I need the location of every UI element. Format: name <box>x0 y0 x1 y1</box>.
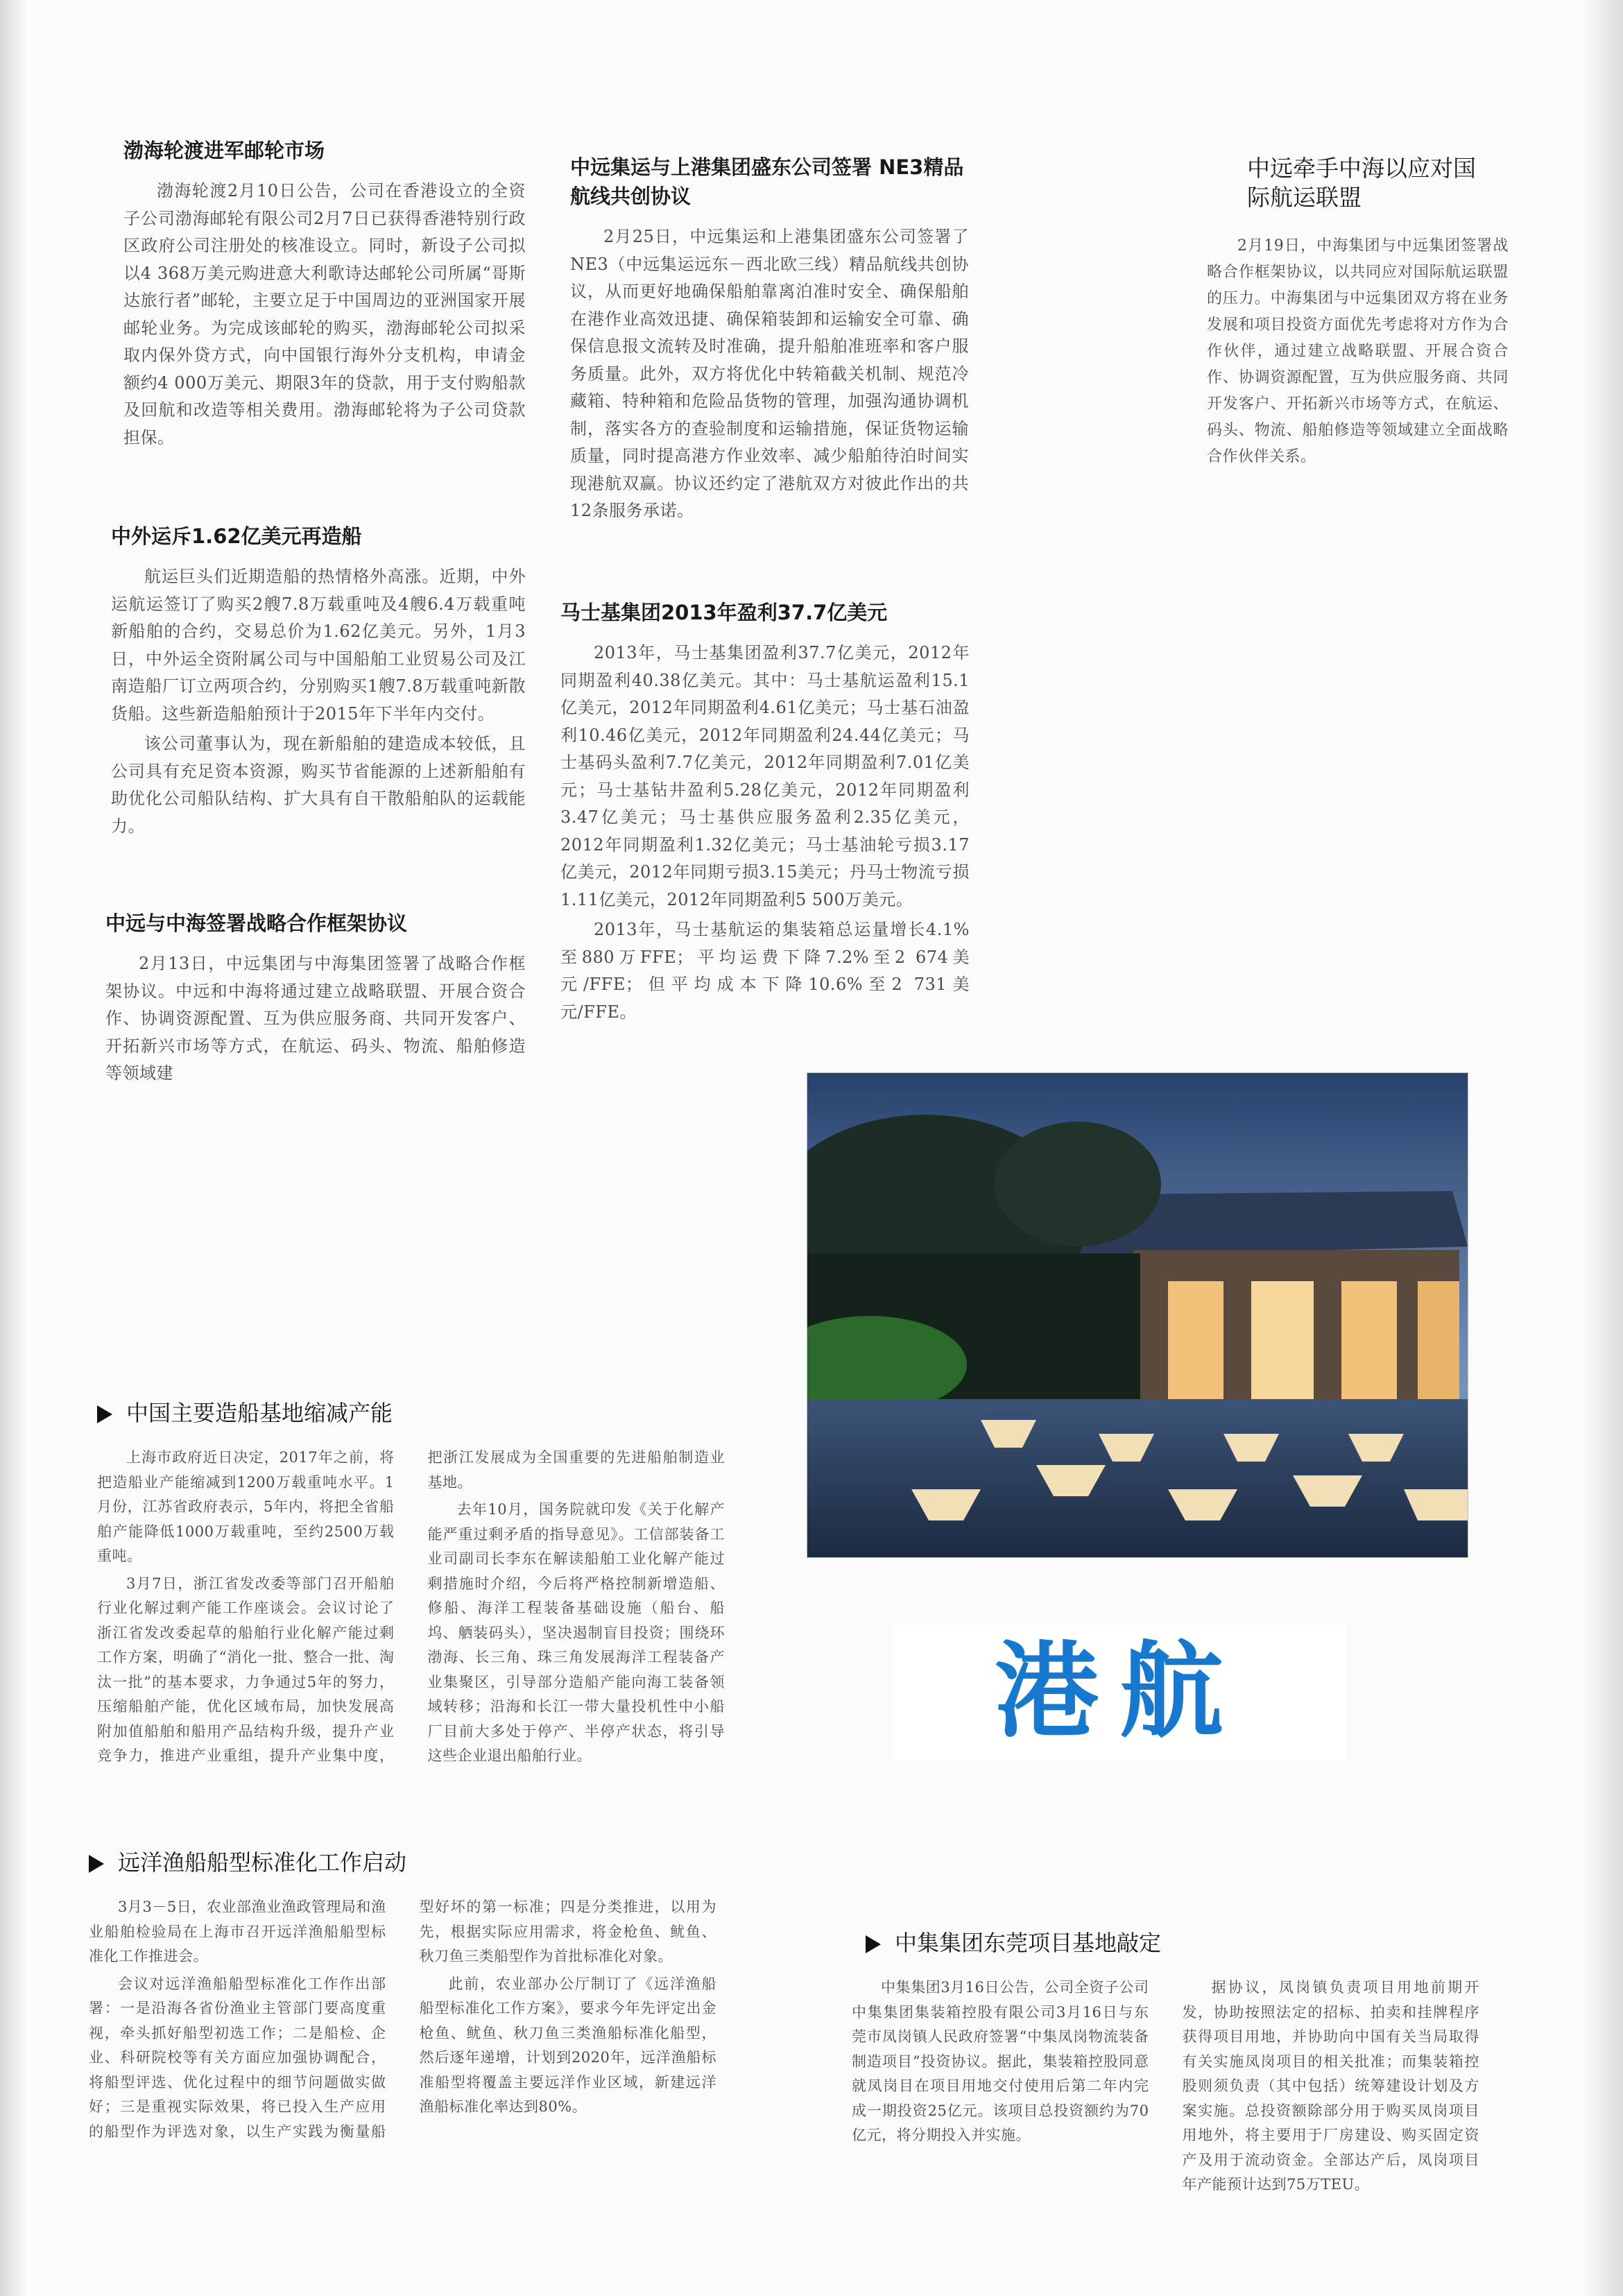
article-paragraph: 去年10月，国务院就印发《关于化解产能严重过剩矛盾的指导意见》。工信部装备工业司副司长李东在解读船舶工业化解产能过剩措施时介绍，今后将严格控制新增造船、修船、海洋工程装备基础设施（船台、船坞、舾装码头），坚决遏制盲目投资；围绕环渤海、长三角、珠三角发展海洋工程装备产业集聚区，引导部分造船产能向海工装备领域转移；沿海和长江一带大量投机性中小船厂目前大多处于停产、半停产状态，将引导这些企业退出船舶行业。 <box>427 1501 725 1764</box>
triangle-bullet-icon <box>866 1935 881 1953</box>
article-paragraph: 2月25日，中远集运和上港集团盛东公司签署了NE3（中远集运远东－西北欧三线）精品航线共创协议，从而更好地确保船舶靠离泊准时安全、确保船舶在港作业高效迅捷、确保箱装卸和运输安全可靠、确保信息报文流转及时准确，提升船舶准班率和客户服务质量。此外，双方将优化中转箱截关机制、规范冷藏箱、特种箱和危险品货物的管理，加强沟通协调机制，落实各方的查验制度和运输措施，保证货物运输质量，同时提高港方作业效率、减少船舶待泊时间实现港航双赢。协议还约定了港航双方对彼此作出的共12条服务承诺。 <box>570 227 969 520</box>
article-paragraph: 该公司董事认为，现在新船舶的建造成本较低，且公司具有充足资本资源，购买节省能源的上述新船舶有助优化公司船队结构、扩大具有自干散船舶队的运载能力。 <box>111 734 526 836</box>
resort-photo-illustration <box>807 1073 1468 1557</box>
article-title: 远洋渔船船型标准化工作启动 <box>118 1849 407 1876</box>
article-cosco-csg <box>105 909 526 1088</box>
article-paragraph: 2月13日，中远集团与中海集团签署了战略合作框架协议。中远和中海将通过建立战略联盟、开展合资合作、协调资源配置、互为供应服务商、共同开发客户、开拓新兴市场等方式，在航运、码头、物流、船舶修造等领域建 <box>105 954 526 1083</box>
article-paragraph: 3月7日，浙江省发改委等部门召开船舶行业化解过剩产能工作座谈会。会议讨论了浙江省发改委起草的船舶行业化解产能过剩工作方案，明确了“消化一批、整合一批、淘汰一批”的基本要求，力争通过5年的努力，压缩船舶产能，优化区域布局，加快发展高附加值船舶和船用产品结构升级，提升产业竞争力，推进产业重组，提升产业集中度，把浙江发展成为全国重要的先进船舶制造业基地。 <box>97 1449 725 1764</box>
article-maersk <box>560 598 970 1026</box>
article-paragraph: 2013年，马士基航运的集装箱总运量增长4.1%至880万FFE；平均运费下降7.2%至2 674美元/FFE；但平均成本下降10.6%至2 731美元/FFE。 <box>560 920 970 1022</box>
article-paragraph: 2月19日，中海集团与中远集团签署战略合作框架协议，以共同应对国际航运联盟的压力。中海集团与中远集团双方将在业务发展和项目投资方面优先考虑将对方作为合作伙伴，通过建立战略联盟、开展合资合作、协调资源配置，互为供应服务商、共同开发客户、开拓新兴市场等方式，在航运、码头、物流、船舶修造等领域建立全面战略合作伙伴关系。 <box>1207 237 1509 465</box>
brand-text: 港航 <box>994 1631 1244 1752</box>
article-title: 渤海轮渡进军邮轮市场 <box>123 139 325 162</box>
article-shipbuilding-capacity <box>97 1398 725 1848</box>
article-paragraph: 渤海轮渡2月10日公告，公司在香港设立的全资子公司渤海邮轮有限公司2月7日已获得香港特别行政区政府公司注册处的核准设立。同时，新设子公司拟以4 368万美元购进意大利歌诗达邮轮公司所属“哥斯达旅行者”邮轮，主要立足于中国周边的亚洲国家开展邮轮业务。为完成该邮轮的购买，渤海邮轮公司拟采取内保外贷方式，向中国银行海外分支机构，申请金额约4 000万美元、期限3年的贷款，用于支付购船款及回航和改造等相关费用。渤海邮轮将为子公司贷款担保。 <box>123 181 526 447</box>
resort-photo <box>807 1072 1468 1558</box>
article-bohai <box>123 136 526 452</box>
article-title: 中远与中海签署战略合作框架协议 <box>105 911 408 935</box>
article-paragraph: 3月3－5日，农业部渔业渔政管理局和渔业船舶检验局在上海市召开远洋渔船船型标准化工作推进会。 <box>89 1899 386 1964</box>
article-cimc-dongguan <box>852 1928 1479 2274</box>
article-paragraph: 航运巨头们近期造船的热情格外高涨。近期，中外运航运签订了购买2艘7.8万载重吨及4艘6.4万载重吨新船舶的合约，交易总价为1.62亿美元。另外，1月3日，中外运全资附属公司与中国船舶工业贸易公司及江南造船厂订立两项合约，分别购买1艘7.8万载重吨新散货船。这些新造船舶预计于2015年下半年内交付。 <box>111 567 526 723</box>
article-cosco-alliance <box>1207 154 1509 470</box>
article-paragraph: 会议对远洋渔船船型标准化工作作出部署：一是沿海各省份渔业主管部门要高度重视，牵头抓好船型初选工作；二是船检、企业、科研院校等有关方面应加强协调配合，将船型评选、优化过程中的细节问题做实做好；三是重视实际效果，将已投入生产应用的船型作为评选对象，以生产实践为衡量船型好坏的第一标准；四是分类推进，以用为先，根据实际应用需求，将金枪鱼、鱿鱼、秋刀鱼三类船型作为首批标准化对象。 <box>89 1899 716 2140</box>
article-cosco-ne3 <box>570 153 969 525</box>
article-paragraph: 据协议，凤岗镇负责项目用地前期开发，协助按照法定的招标、拍卖和挂牌程序获得项目用地，并协助向中国有关当局取得有关实施凤岗项目的相关批准；而集装箱控股则须负责（其中包括）统筹建设计划及方案实施。总投资额除部分用于购买凤岗项目用地外，将主要用于厂房建设、购买固定资产及用于流动资金。全部达产后，凤岗项目年产能预计达到75万TEU。 <box>1182 1979 1479 2193</box>
article-title: 中国主要造船基地缩减产能 <box>126 1400 393 1426</box>
triangle-bullet-icon <box>97 1405 112 1423</box>
scan-edge-right <box>1581 0 1623 2296</box>
article-fishing-vessels <box>89 1848 716 2270</box>
article-paragraph: 2013年，马士基集团盈利37.7亿美元，2012年同期盈利40.38亿美元。其中：马士基航运盈利15.1亿美元，2012年同期盈利4.61亿美元；马士基石油盈利10.46亿美元，2012年同期盈利24.44亿美元；马士基码头盈利7.7亿美元，2012年同期盈利7.01亿美元；马士基钻井盈利5.28亿美元，2012年同期盈利3.47亿美元；马士基供应服务盈利2.35亿美元，2012年同期盈利1.32亿美元；马士基油轮亏损3.17亿美元，2012年同期亏损3.15美元；丹马士物流亏损1.11亿美元，2012年同期盈利5 500万美元。 <box>560 643 970 909</box>
brand-logo <box>893 1623 1346 1760</box>
article-title: 中集集团东莞项目基地敲定 <box>895 1930 1162 1956</box>
scan-edge-left <box>0 0 28 2296</box>
triangle-bullet-icon <box>89 1855 104 1873</box>
article-paragraph: 上海市政府近日决定，2017年之前，将把造船业产能缩减到1200万载重吨水平。1月份，江苏省政府表示，5年内，将把全省船舶产能降低1000万载重吨，至约2500万载重吨。 <box>97 1449 395 1564</box>
article-title: 中远集运与上港集团盛东公司签署 NE3精品航线共创协议 <box>570 155 964 208</box>
article-paragraph: 中集集团3月16日公告，公司全资子公司中集集团集装箱控股有限公司3月16日与东莞市凤岗镇人民政府签署“中集凤岗物流装备制造项目”投资协议。据此，集装箱控股同意就凤岗目在项目用地交付使用后第二年内完成一期投资25亿元。该项目总投资额约为70亿元，将分期投入并实施。 <box>852 1979 1149 2143</box>
article-title: 中远牵手中海以应对国际航运联盟 <box>1247 155 1476 211</box>
article-sinotrans <box>111 522 526 840</box>
article-title: 中外运斥1.62亿美元再造船 <box>111 524 362 548</box>
article-title: 马士基集团2013年盈利37.7亿美元 <box>560 601 888 624</box>
article-paragraph: 此前，农业部办公厅制订了《远洋渔船船型标准化工作方案》，要求今年先评定出金枪鱼、鱿鱼、秋刀鱼三类渔船标准化船型，然后逐年递增，计划到2020年，远洋渔船标准船型将覆盖主要远洋作业区域，新建远洋渔船标准化率达到80%。 <box>419 1975 716 2115</box>
